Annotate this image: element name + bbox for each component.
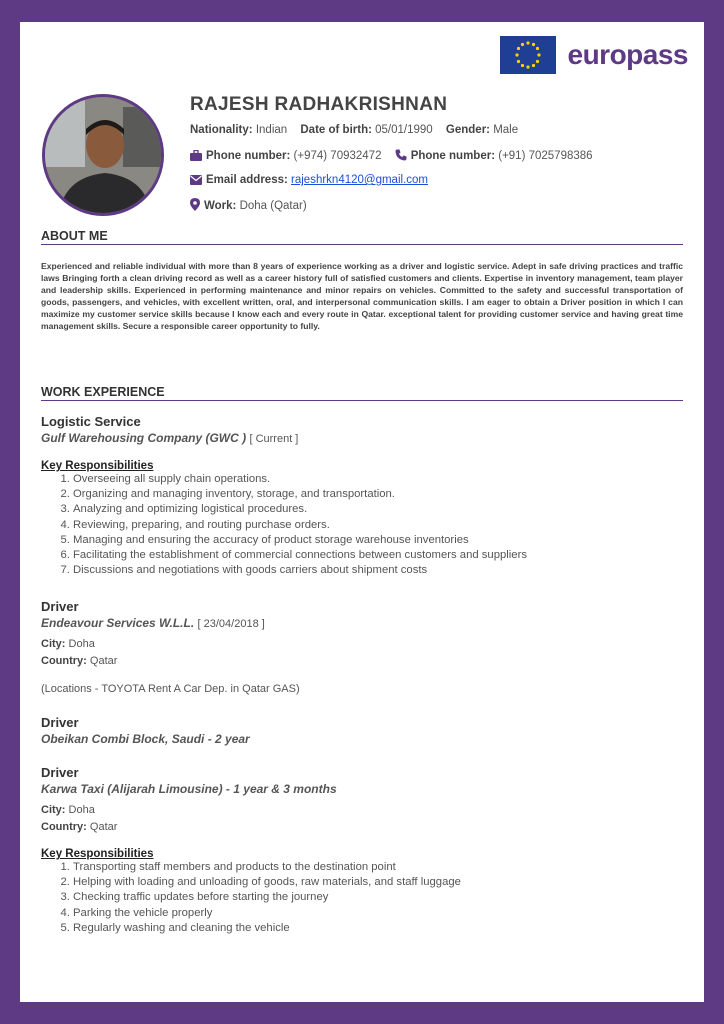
city-value: Doha (68, 804, 95, 816)
phone2-label: Phone number: (410, 150, 496, 162)
nationality-value: Indian (255, 124, 288, 136)
candidate-name: RAJESH RADHAKRISHNAN (190, 94, 448, 115)
cv-page (20, 22, 704, 1002)
job-title: Logistic Service (41, 414, 141, 429)
email-label: Email address: (206, 174, 288, 186)
list-item: 2. Helping with loading and unloading of goods, raw materials, and staff luggage (73, 875, 691, 890)
job-endeavour-driver (41, 599, 691, 695)
phone-icon (395, 149, 407, 164)
list-item: 5. Managing and ensuring the accuracy of product storage warehouse inventories (73, 533, 691, 548)
key-responsibilities-label: Key Responsibilities (41, 848, 154, 860)
work-location-row (190, 198, 307, 214)
key-responsibilities-label: Key Responsibilities (41, 460, 154, 472)
list-item: 3. Analyzing and optimizing logistical procedures. (73, 502, 691, 517)
work-value: Doha (Qatar) (239, 200, 307, 212)
europass-wordmark: europass (567, 39, 688, 70)
country-row (41, 821, 691, 833)
responsibilities-list (41, 860, 691, 936)
job-company: Karwa Taxi (Alijarah Limousine) - 1 year & 3 months (41, 782, 337, 796)
profile-photo (42, 94, 164, 216)
europass-logo (500, 36, 689, 74)
city-row (41, 638, 691, 650)
job-company: Obeikan Combi Block, Saudi - 2 year (41, 732, 250, 746)
list-item: 1. Overseeing all supply chain operations. (73, 472, 691, 487)
country-value: Qatar (89, 655, 118, 667)
dob-label: Date of birth: (300, 124, 372, 136)
list-item: 4. Parking the vehicle properly (73, 906, 691, 921)
list-item: 2. Organizing and managing inventory, storage, and transportation. (73, 487, 691, 502)
phone2-value: (+91) 7025798386 (498, 150, 593, 162)
job-logistic-service (41, 414, 691, 578)
job-date: [ Current ] (249, 433, 299, 445)
phone1-label: Phone number: (206, 150, 291, 162)
location-pin-icon (190, 198, 200, 214)
country-value: Qatar (89, 821, 118, 833)
company-name: Endeavour Services W.L.L. (41, 616, 195, 630)
gender-label: Gender: (445, 124, 490, 136)
job-title: Driver (41, 715, 79, 730)
job-title: Driver (41, 599, 79, 614)
list-item: 6. Facilitating the establishment of commercial connections between customers and suppliers (73, 548, 691, 563)
job-obeikan-driver (41, 715, 691, 746)
about-heading: ABOUT ME (41, 229, 683, 245)
location-note: (Locations - TOYOTA Rent A Car Dep. in Qatar GAS) (41, 683, 300, 695)
list-item: 1. Transporting staff members and products to the destination point (73, 860, 691, 875)
company-name: Gulf Warehousing Company (GWC ) (41, 431, 247, 445)
country-label: Country: (41, 655, 87, 667)
eu-flag-icon (500, 36, 556, 74)
country-row (41, 655, 691, 667)
envelope-icon (190, 175, 202, 188)
personal-info-row (190, 124, 518, 136)
job-date: [ 23/04/2018 ] (197, 618, 265, 630)
phone-row (190, 149, 593, 164)
job-karwa-driver (41, 765, 691, 936)
city-row (41, 804, 691, 816)
list-item: 3. Checking traffic updates before starting the journey (73, 890, 691, 905)
email-link[interactable]: rajeshrkn4120@gmail.com (291, 174, 428, 186)
work-experience-heading: WORK EXPERIENCE (41, 385, 683, 401)
dob-value: 05/01/1990 (375, 124, 433, 136)
phone1-value: (+974) 70932472 (293, 150, 382, 162)
city-label: City: (41, 804, 66, 816)
email-row (190, 174, 428, 188)
list-item: 7. Discussions and negotiations with goods carriers about shipment costs (73, 563, 691, 578)
city-label: City: (41, 638, 66, 650)
list-item: 4. Reviewing, preparing, and routing purchase orders. (73, 518, 691, 533)
work-label: Work: (204, 200, 237, 212)
briefcase-icon (190, 150, 202, 164)
about-text: Experienced and reliable individual with more than 8 years of experience working as a driver and logistic service. Adept in safe driving practices and traffic laws Bringing forth a clean driving record as well as a career history full of satisfied customers and clients. Expertise in inventory management, team player and leadership skills. Experienced in performing maintenance and minor repairs on vehicles. Committed to the safety and successful transportation of goods, passengers, and vehicles, with excellent written, oral, and interpersonal communication skills. I am eager to obtain a Driver position in which I can maximize my customer service skills because I know each and every route in Qatar. exceptional talent for providing customer service and having great time management skills. Secure a responsible career opportunity to fully. (41, 261, 683, 331)
city-value: Doha (68, 638, 95, 650)
job-title: Driver (41, 765, 79, 780)
list-item: 5. Regularly washing and cleaning the vehicle (73, 921, 691, 936)
nationality-label: Nationality: (190, 124, 253, 136)
gender-value: Male (493, 124, 519, 136)
country-label: Country: (41, 821, 87, 833)
job-company (41, 431, 691, 445)
responsibilities-list (41, 472, 691, 578)
job-company (41, 616, 691, 630)
